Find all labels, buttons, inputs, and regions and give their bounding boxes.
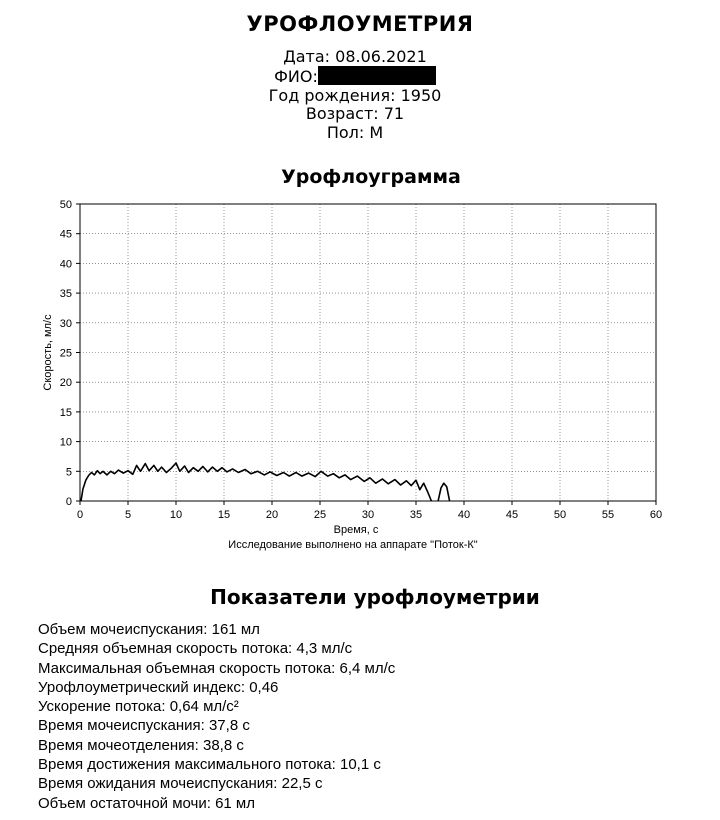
y-tick-label: 0 <box>65 496 72 508</box>
x-tick-label: 45 <box>505 509 519 521</box>
uroflowgram-chart <box>0 190 720 560</box>
results-title: Показатели урофлоуметрии <box>210 585 540 609</box>
metric-residual-volume: Объем остаточной мочи: 61 мл <box>38 794 255 812</box>
y-tick-label: 35 <box>59 288 72 301</box>
y-tick-label: 10 <box>59 436 72 449</box>
x-tick-label: 60 <box>649 509 663 521</box>
date-line: Дата: 08.06.2021 <box>283 47 427 66</box>
x-tick-label: 10 <box>169 509 183 521</box>
chart-grid <box>80 204 656 501</box>
x-axis-label: Время, с <box>333 524 379 536</box>
metric-voided-volume: Объем мочеиспускания: 161 мл <box>38 621 260 638</box>
y-tick-label: 45 <box>59 228 72 241</box>
metric-hesitancy-time: Время ожидания мочеиспускания: 22,5 с <box>38 775 323 793</box>
x-tick-label: 0 <box>76 509 84 521</box>
age-line: Возраст: 71 <box>305 104 405 123</box>
results-list <box>38 620 395 813</box>
y-tick-label: 5 <box>65 466 72 479</box>
metric-flow-index: Урофлоуметрический индекс: 0,46 <box>38 678 279 696</box>
flow-line-segment <box>81 463 431 501</box>
fio-label: ФИО: <box>274 67 318 86</box>
x-tick-label: 40 <box>457 509 471 521</box>
y-axis-label: Скорость, мл/с <box>42 314 54 391</box>
x-tick-label: 30 <box>361 509 375 521</box>
metric-time-to-max-flow: Время достижения максимального потока: 10,1 с <box>38 756 381 774</box>
x-tick-label: 20 <box>265 509 279 521</box>
fio-line <box>0 66 710 87</box>
metric-voiding-time: Время мочеиспускания: 37,8 с <box>38 717 250 735</box>
birth-year-line: Год рождения: 1950 <box>268 86 442 105</box>
metric-flow-time: Время мочеотделения: 38,8 с <box>38 736 244 754</box>
x-tick-label: 5 <box>124 509 132 521</box>
metric-flow-acceleration: Ускорение потока: 0,64 мл/с² <box>38 698 239 716</box>
y-tick-label: 50 <box>59 199 72 211</box>
y-tick-label: 30 <box>59 317 72 330</box>
x-tick-label: 35 <box>409 509 423 521</box>
flow-line-segment <box>438 483 450 501</box>
x-tick-label: 15 <box>217 509 231 521</box>
y-tick-label: 20 <box>59 377 72 390</box>
y-tick-label: 25 <box>59 347 72 360</box>
x-tick-label: 50 <box>553 509 567 521</box>
metric-max-flow: Максимальная объемная скорость потока: 6,4 мл/с <box>38 659 396 677</box>
sex-line: Пол: М <box>326 123 384 142</box>
y-tick-labels <box>60 199 80 508</box>
flow-curve <box>81 463 450 501</box>
x-tick-label: 25 <box>313 509 327 521</box>
chart-title: Урофлоуграмма <box>281 166 461 188</box>
metric-average-flow: Средняя объемная скорость потока: 4,3 мл/с <box>38 640 353 658</box>
fio-redaction <box>318 66 436 85</box>
y-tick-label: 15 <box>59 406 72 419</box>
device-note: Исследование выполнено на аппарате "Поток-К" <box>228 539 478 551</box>
x-tick-labels <box>77 501 662 521</box>
x-tick-label: 55 <box>601 509 615 521</box>
report-title: УРОФЛОУМЕТРИЯ <box>246 12 474 36</box>
y-tick-label: 40 <box>59 258 72 271</box>
